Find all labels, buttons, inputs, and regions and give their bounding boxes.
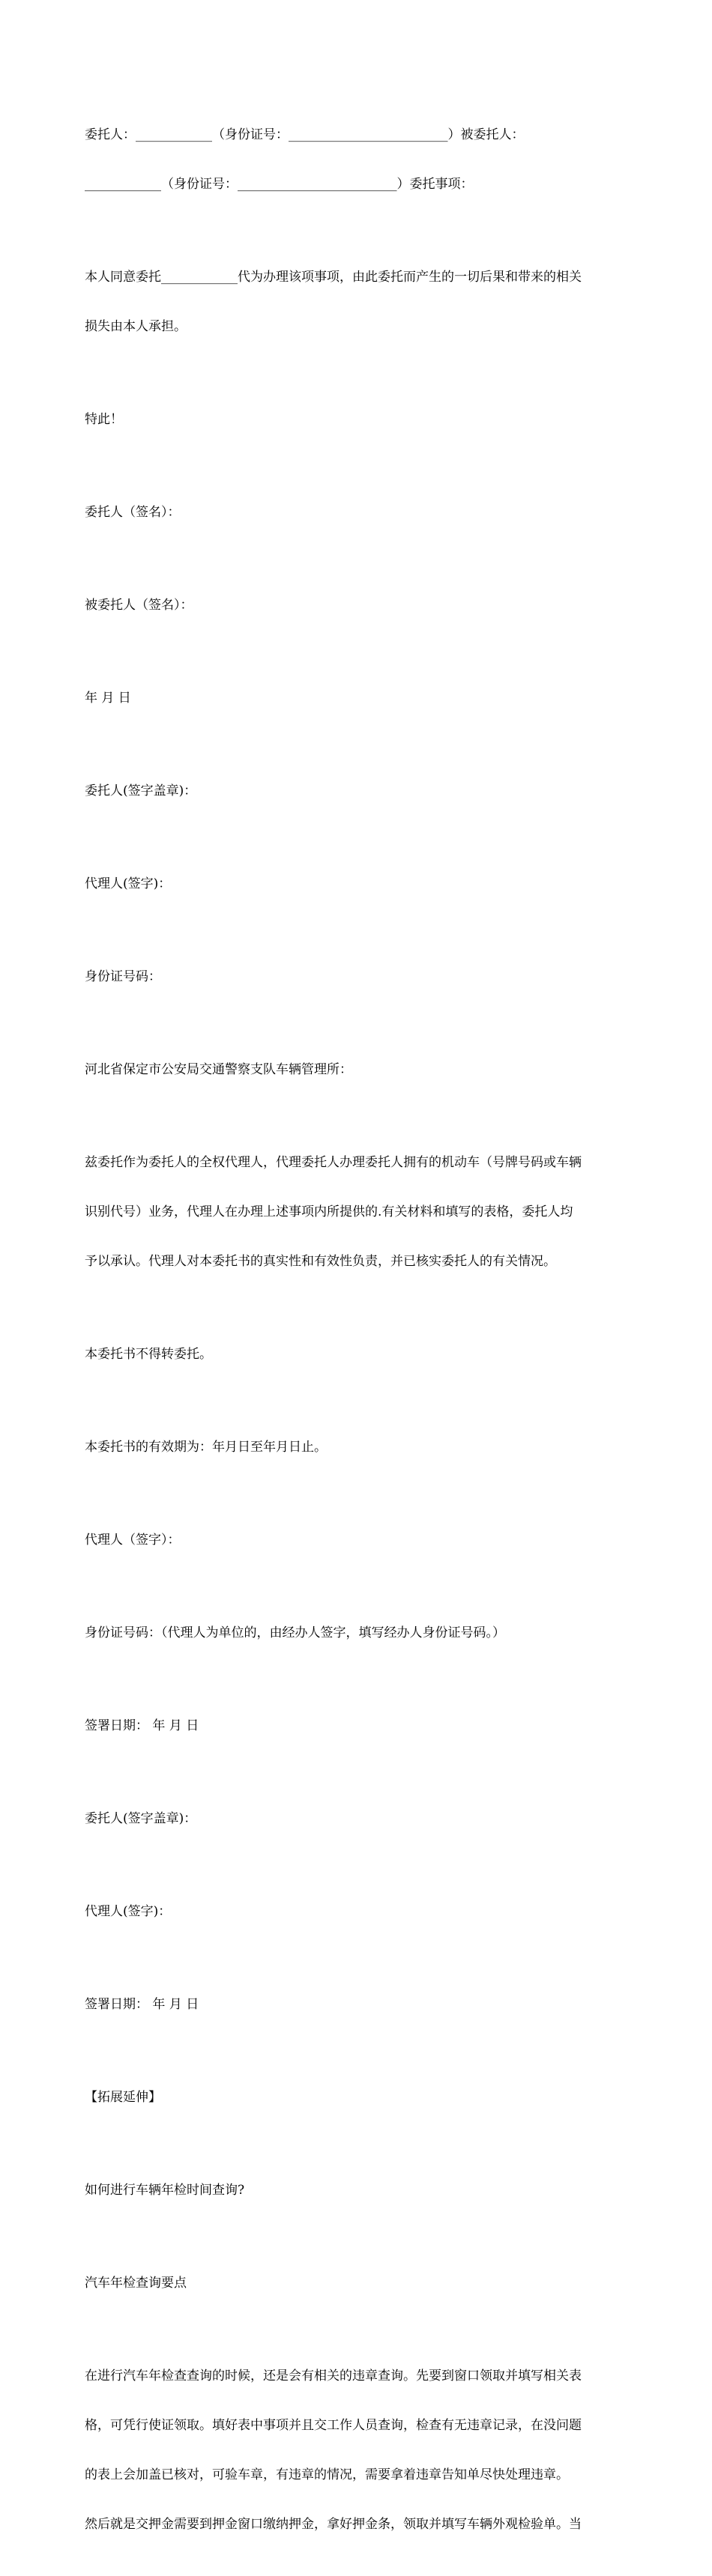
signing-date-line bbox=[85, 1685, 628, 1767]
text-line: 在进行汽车年检查查询的时候，还是会有相关的违章查询。先要到窗口领取并填写相关表 bbox=[85, 2369, 582, 2383]
text-line: 被委托人（签名）： bbox=[85, 598, 193, 613]
party-fields-paragraph bbox=[85, 94, 628, 225]
text-line: 损失由本人承担。 bbox=[85, 319, 187, 334]
principal-signature-line bbox=[85, 471, 628, 554]
text-line: 河北省保定市公安局交通警察支队车辆管理所： bbox=[85, 1062, 352, 1077]
text-line: 然后就是交押金需要到押金窗口缴纳押金，拿好押金条，领取并填写车辆外观检验单。当 bbox=[85, 2517, 582, 2532]
consent-paragraph bbox=[85, 236, 628, 368]
text-line: 签署日期： 年 月 日 bbox=[85, 1997, 199, 2012]
text-line: 代理人（签字）： bbox=[85, 1533, 181, 1548]
text-line: 身份证号码： bbox=[85, 969, 161, 984]
text-line: 本委托书不得转委托。 bbox=[85, 1347, 212, 1362]
agent-sign-line-2 bbox=[85, 1870, 628, 1953]
text-line: 本委托书的有效期为：年月日至年月日止。 bbox=[85, 1440, 327, 1455]
text-line: 汽车年检查询要点 bbox=[85, 2276, 187, 2291]
principal-seal-line bbox=[85, 750, 628, 832]
text-line: 身份证号码：（代理人为单位的，由经办人签字，填写经办人身份证号码。） bbox=[85, 1625, 505, 1640]
date-line bbox=[85, 657, 628, 739]
text-line: 如何进行车辆年检时间查询? bbox=[85, 2183, 245, 2198]
agent-signature-line bbox=[85, 564, 628, 646]
agent-sign-line bbox=[85, 843, 628, 925]
agent-signature-line-2 bbox=[85, 1499, 628, 1581]
no-subdelegation-line bbox=[85, 1313, 628, 1395]
text-line: 兹委托作为委托人的全权代理人，代理委托人办理委托人拥有的机动车（号牌号码或车辆 bbox=[85, 1155, 582, 1170]
signing-date-line-2 bbox=[85, 1963, 628, 2046]
text-line: 委托人：____________（身份证号：_________________________）被委托人： bbox=[85, 127, 525, 142]
section-heading bbox=[85, 2056, 628, 2139]
addressee-line bbox=[85, 1028, 628, 1111]
text-line: 委托人(签字盖章)： bbox=[85, 1811, 197, 1826]
text-line: 委托人(签字盖章)： bbox=[85, 784, 197, 798]
subheading-line bbox=[85, 2242, 628, 2324]
text-line: ____________（身份证号：_________________________）委托事项： bbox=[85, 177, 474, 192]
text-line: 本人同意委托____________代为办理该项事项，由此委托而产生的一切后果和带来的相关 bbox=[85, 270, 582, 285]
text-line: 特此！ bbox=[85, 412, 123, 427]
text-line: 【拓展延伸】 bbox=[85, 2090, 161, 2105]
text-line: 识别代号）业务，代理人在办理上述事项内所提供的.有关材料和填写的表格，委托人均 bbox=[85, 1204, 573, 1219]
principal-seal-line-2 bbox=[85, 1778, 628, 1860]
closing-phrase bbox=[85, 378, 628, 461]
text-line: 代理人(签字)： bbox=[85, 876, 172, 891]
text-line: 签署日期： 年 月 日 bbox=[85, 1718, 199, 1733]
question-line bbox=[85, 2149, 628, 2231]
inspection-paragraph bbox=[85, 2335, 628, 2566]
text-line: 代理人(签字)： bbox=[85, 1904, 172, 1919]
agent-id-note-line bbox=[85, 1592, 628, 1674]
document-page bbox=[85, 94, 628, 2576]
text-line: 格，可凭行使证领取。填好表中事项并且交工作人员查询，检查有无违章记录，在没问题 bbox=[85, 2418, 582, 2433]
text-line: 予以承认。代理人对本委托书的真实性和有效性负责，并已核实委托人的有关情况。 bbox=[85, 1254, 556, 1269]
text-line: 的表上会加盖已核对，可验车章，有违章的情况，需要拿着违章告知单尽快处理违章。 bbox=[85, 2467, 569, 2482]
text-line: 年 月 日 bbox=[85, 691, 131, 706]
id-number-line bbox=[85, 936, 628, 1018]
authorization-paragraph bbox=[85, 1121, 628, 1303]
validity-period-line bbox=[85, 1406, 628, 1488]
text-line: 委托人（签名）： bbox=[85, 505, 181, 520]
